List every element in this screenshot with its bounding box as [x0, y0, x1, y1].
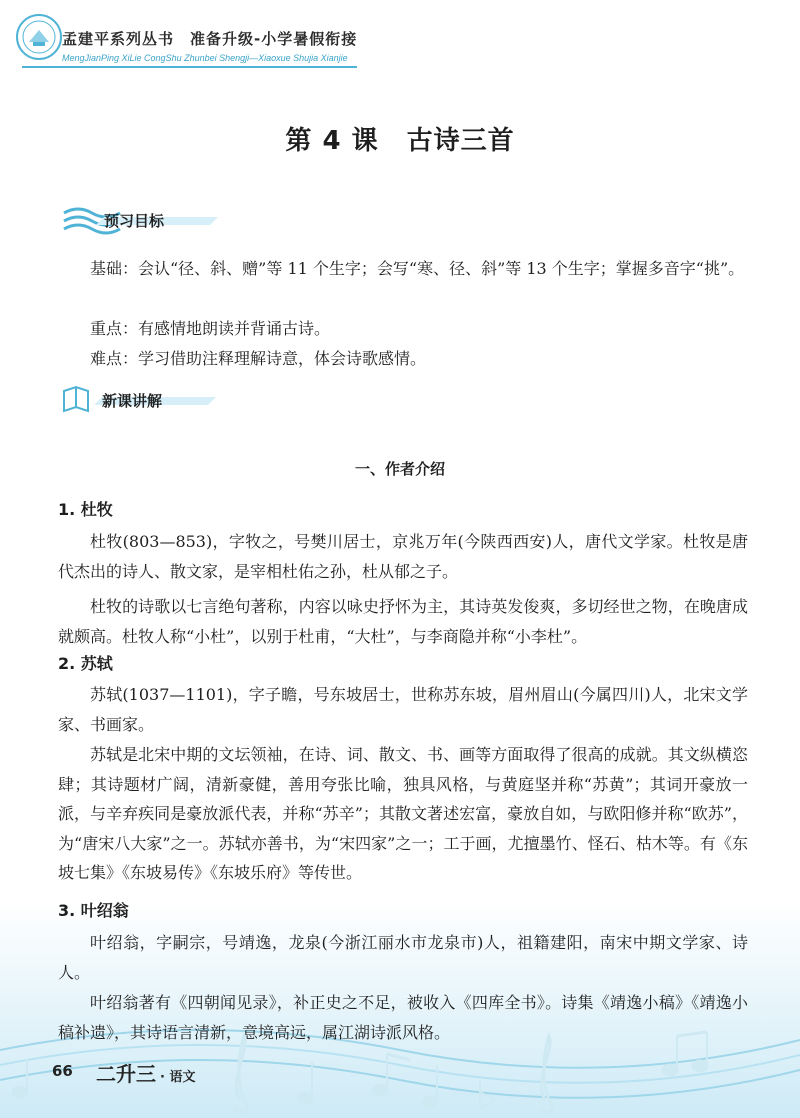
preview-difficult: 难点：学习借助注释理解诗意，体会诗歌感情。 [90, 349, 427, 368]
author-heading: 2. 苏轼 [58, 654, 113, 673]
series-name: 孟建平系列丛书 [62, 30, 175, 48]
footer-grade: 二升三 [96, 1062, 156, 1086]
author-paragraph: 杜牧(803—853)，字牧之，号樊川居士，京兆万年(今陕西西安)人，唐代文学家。杜牧是唐代杰出的诗人、散文家，是宰相杜佑之孙，杜从郁之子。 [58, 532, 748, 581]
author-paragraph: 杜牧的诗歌以七言绝句著称，内容以咏史抒怀为主，其诗英发俊爽，多切经世之物，在晚唐成就颇高。杜牧人称“小杜”，以别于杜甫，“大杜”，与李商隐并称“小李杜”。 [58, 597, 748, 646]
footer-brand [96, 1058, 195, 1087]
header-rule [22, 66, 357, 68]
page-number: 66 [52, 1062, 73, 1080]
author-paragraph: 叶绍翁，字嗣宗，号靖逸，龙泉(今浙江丽水市龙泉市)人，祖籍建阳，南宋中期文学家、诗人。 [58, 933, 748, 982]
series-header [62, 28, 373, 49]
preview-basic: 基础：会认“径、斜、赠”等 11 个生字；会写“寒、径、斜”等 13 个生字；掌握多音字“挑”。 [90, 259, 745, 278]
lesson-name: 古诗三首 [406, 126, 515, 156]
section-title: 一、作者介绍 [354, 460, 445, 478]
footer-subject: · 语文 [160, 1070, 196, 1085]
series-pinyin: MengJianPing XiLie CongShu Zhunbei Shengji—Xiaoxue Shujia Xianjie [62, 53, 348, 63]
lesson-title [0, 120, 800, 157]
author-paragraph: 苏轼(1037—1101)，字子瞻，号东坡居士，世称苏东坡，眉州眉山(今属四川)人，北宋文学家、书画家。 [58, 685, 748, 734]
lecture-badge [58, 383, 218, 417]
author-heading: 3. 叶绍翁 [58, 901, 129, 920]
series-subtitle: 准备升级-小学暑假衔接 [190, 30, 358, 48]
lesson-number: 第 4 课 [285, 126, 379, 156]
preview-key: 重点：有感情地朗读并背诵古诗。 [90, 319, 331, 338]
author-heading: 1. 杜牧 [58, 500, 113, 519]
preview-goals-badge [60, 203, 220, 237]
publisher-seal-icon [14, 12, 64, 62]
author-paragraph: 叶绍翁著有《四朝闻见录》，补正史之不足，被收入《四库全书》。诗集《靖逸小稿》《靖逸小稿补遗》，其诗语言清新，意境高远，属江湖诗派风格。 [58, 993, 748, 1042]
lecture-label: 新课讲解 [102, 392, 163, 410]
author-paragraph: 苏轼是北宋中期的文坛领袖，在诗、词、散文、书、画等方面取得了很高的成就。其文纵横恣肆；其诗题材广阔，清新豪健，善用夸张比喻，独具风格，与黄庭坚并称“苏黄”；其词开豪放一派，与辛弃疾同是豪放派代表，并称“苏辛”；其散文著述宏富，豪放自如，与欧阳修并称“欧苏”，为“唐宋八大家”之一。苏轼亦善书，为“宋四家”之一；工于画，尤擅墨竹、怪石、枯木等。有《东坡七集》《东坡易传》《东坡乐府》等传世。 [58, 745, 748, 882]
preview-goals-label: 预习目标 [104, 212, 165, 230]
